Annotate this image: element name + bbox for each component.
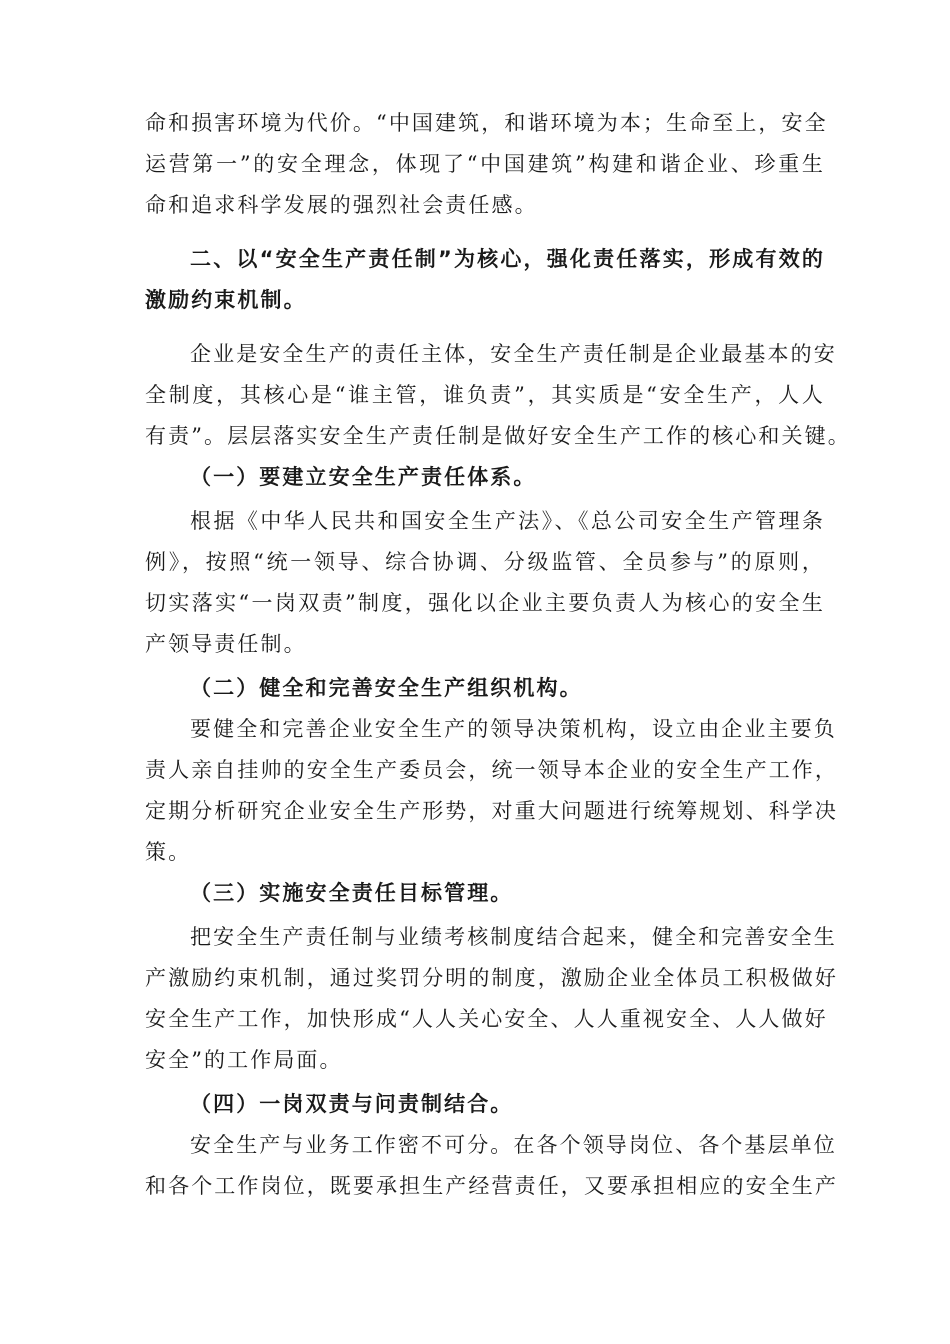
body-text-line: 产领导责任制。 <box>145 632 307 656</box>
body-text-line: 命和追求科学发展的强烈社会责任感。 <box>145 193 538 217</box>
body-text-line: 安全生产与业务工作密不可分。在各个领导岗位、各个基层单位 <box>190 1133 837 1157</box>
subsection-heading: （二）健全和完善安全生产组织机构。 <box>190 676 583 700</box>
body-text-line: 要健全和完善企业安全生产的领导决策机构，设立由企业主要负 <box>190 717 837 741</box>
section-heading: 激励约束机制。 <box>145 288 307 312</box>
body-text-line: 命和损害环境为代价。“中国建筑，和谐环境为本；生命至上，安全 <box>145 111 828 135</box>
body-text-line: 切实落实“一岗双责”制度，强化以企业主要负责人为核心的安全生 <box>145 591 825 615</box>
body-text-line: 全制度，其核心是“谁主管，谁负责”，其实质是“安全生产，人人 <box>145 383 825 407</box>
body-text-line: 把安全生产责任制与业绩考核制度结合起来，健全和完善安全生 <box>190 925 837 949</box>
subsection-heading: （四）一岗双责与问责制结合。 <box>190 1092 514 1116</box>
body-text-line: 策。 <box>145 840 192 864</box>
subsection-heading: （三）实施安全责任目标管理。 <box>190 881 514 905</box>
body-text-line: 有责”。层层落实安全生产责任制是做好安全生产工作的核心和关键。 <box>145 424 851 448</box>
body-text-line: 安全生产工作，加快形成“人人关心安全、人人重视安全、人人做好 <box>145 1007 828 1031</box>
body-text-line: 定期分析研究企业安全生产形势，对重大问题进行统筹规划、科学决 <box>145 799 838 823</box>
subsection-heading: （一）要建立安全生产责任体系。 <box>190 465 537 489</box>
body-text-line: 根据《中华人民共和国安全生产法》、《总公司安全生产管理条 <box>190 509 825 533</box>
section-heading: 二、以“安全生产责任制”为核心，强化责任落实，形成有效的 <box>190 247 825 271</box>
body-text-line: 例》，按照“统一领导、综合协调、分级监管、全员参与”的原则， <box>145 550 825 574</box>
body-text-line: 运营第一”的安全理念，体现了“中国建筑”构建和谐企业、珍重生 <box>145 152 825 176</box>
body-text-line: 安全”的工作局面。 <box>145 1048 343 1072</box>
body-text-line: 责人亲自挂帅的安全生产委员会，统一领导本企业的安全生产工作， <box>145 758 838 782</box>
body-text-line: 产激励约束机制，通过奖罚分明的制度，激励企业全体员工积极做好 <box>145 966 838 990</box>
body-text-line: 和各个工作岗位，既要承担生产经营责任，又要承担相应的安全生产 <box>145 1174 838 1198</box>
body-text-line: 企业是安全生产的责任主体，安全生产责任制是企业最基本的安 <box>190 342 837 366</box>
